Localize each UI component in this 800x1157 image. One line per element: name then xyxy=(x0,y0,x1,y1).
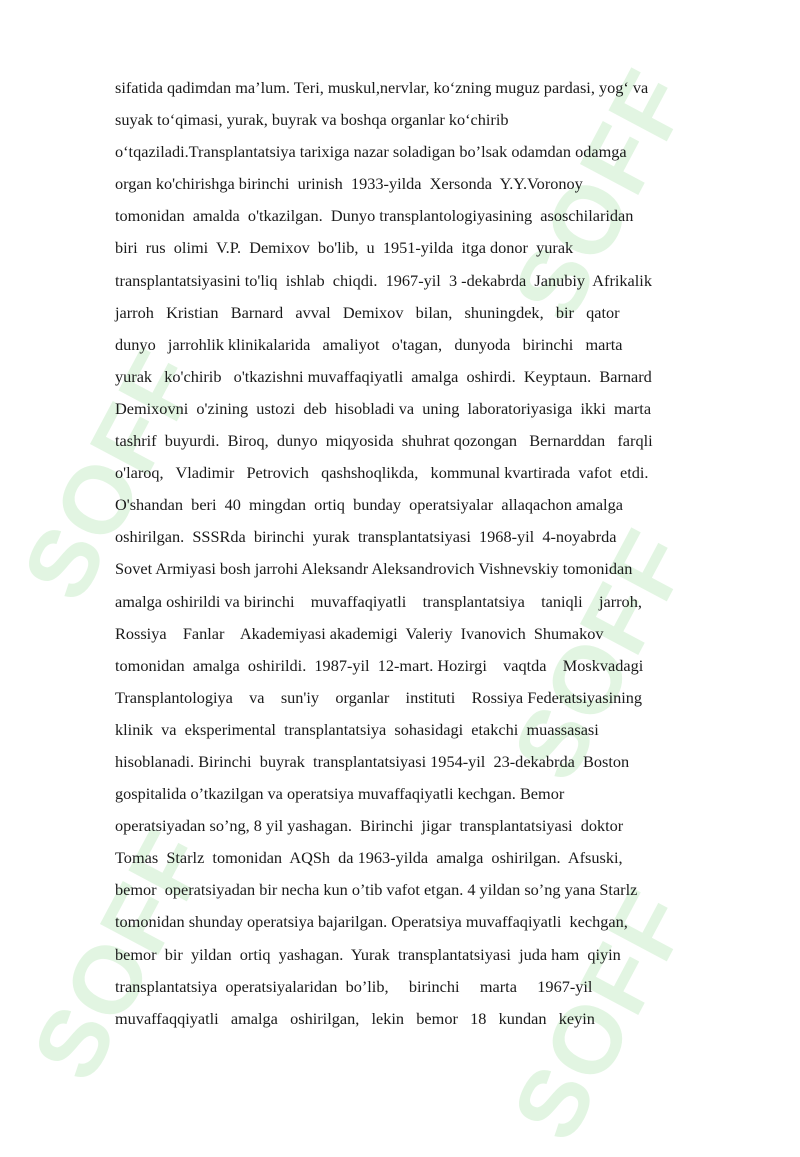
text-line: amalga oshirildi va birinchi muvaffaqiyatli transplantatsiya taniqli jarroh, xyxy=(115,591,642,611)
text-line: transplantatsiya operatsiyalaridan bo’lib, birinchi marta 1967-yil xyxy=(115,976,593,996)
text-line: bemor bir yildan ortiq yashagan. Yurak transplantatsiyasi juda ham qiyin xyxy=(115,944,621,964)
text-line: sifatida qadimdan ma’lum. Teri, muskul,nervlar, ko‘zning muguz pardasi, yog‘ va xyxy=(115,78,649,97)
text-line: tomonidan amalga oshirildi. 1987-yil 12-mart. Hozirgi vaqtda Moskvadagi xyxy=(115,655,644,675)
text-line: yurak ko'chirib o'tkazishni muvaffaqiyatli amalga oshirdi. Keyptaun. Barnard xyxy=(115,366,652,386)
text-line: o'laroq, Vladimir Petrovich qashshoqlikda, kommunal kvartirada vafot etdi. xyxy=(115,463,649,483)
body-text xyxy=(115,76,740,1039)
text-line: jarroh Kristian Barnard avval Demixov bilan, shuningdek, bir qator xyxy=(115,302,620,322)
text-line: transplantatsiyasini to'liq ishlab chiqdi. 1967-yil 3 -dekabrda Janubiy Afrikalik xyxy=(115,270,652,290)
text-line: biri rus olimi V.P. Demixov bo'lib, u 1951-yilda itga donor yurak xyxy=(115,238,574,258)
text-line: suyak to‘qimasi, yurak, buyrak va boshqa organlar ko‘chirib xyxy=(115,110,509,130)
text-line: organ ko'chirishga birinchi urinish 1933-yilda Xersonda Y.Y.Voronoy xyxy=(115,174,583,194)
text-line: Rossiya Fanlar Akademiyasi akademigi Valeriy Ivanovich Shumakov xyxy=(115,623,604,643)
text-line: Demixovni o'zining ustozi deb hisobladi va uning laboratoriyasiga ikki marta xyxy=(115,398,652,418)
text-line: klinik va eksperimental transplantatsiya sohasidagi etakchi muassasasi xyxy=(115,719,599,739)
text-line: dunyo jarrohlik klinikalarida amaliyot o'tagan, dunyoda birinchi marta xyxy=(115,334,623,354)
watermark-logo: SOFF xyxy=(12,813,231,1097)
text-line: tomonidan shunday operatsiya bajarilgan. Operatsiya muvaffaqiyatli kechgan, xyxy=(115,912,628,932)
text-line: operatsiyadan so’ng, 8 yil yashagan. Birinchi jigar transplantatsiyasi doktor xyxy=(115,816,624,836)
watermark-logo: SOFF xyxy=(492,873,711,1157)
text-line: tomonidan amalda o'tkazilgan. Dunyo transplantologiyasining asoschilaridan xyxy=(115,206,634,226)
text-line: gospitalida o’tkazilgan va operatsiya muvaffaqiyatli kechgan. Bemor xyxy=(115,784,565,804)
text-line: o‘tqaziladi.Transplantatsiya tarixiga nazar soladigan bo’lsak odamdan odamga xyxy=(115,142,627,162)
text-line: hisoblanadi. Birinchi buyrak transplantatsiyasi 1954-yil 23-dekabrda Boston xyxy=(115,751,630,771)
text-line: Tomas Starlz tomonidan AQSh da 1963-yilda amalga oshirilgan. Afsuski, xyxy=(115,848,623,868)
text-line: O'shandan beri 40 mingdan ortiq bunday operatsiyalar allaqachon amalga xyxy=(115,495,623,515)
text-line: oshirilgan. SSSRda birinchi yurak transplantatsiyasi 1968-yil 4-noyabrda xyxy=(115,527,617,547)
watermark-logo: SOFF xyxy=(492,513,711,797)
text-line: Transplantologiya va sun'iy organlar instituti Rossiya Federatsiyasining xyxy=(115,687,643,707)
text-line: Sovet Armiyasi bosh jarrohi Aleksandr Aleksandrovich Vishnevskiy tomonidan xyxy=(115,559,633,579)
text-line: muvaffaqqiyatli amalga oshirilgan, lekin bemor 18 kundan keyin xyxy=(115,1008,595,1028)
text-line: bemor operatsiyadan bir necha kun o’tib vafot etgan. 4 yildan so’ng yana Starlz xyxy=(115,880,638,900)
watermark-logo: SOFF xyxy=(2,333,221,617)
watermark-logo: SOFF xyxy=(492,53,711,337)
text-line: tashrif buyurdi. Biroq, dunyo miqyosida shuhrat qozongan Bernarddan farqli xyxy=(115,431,653,451)
